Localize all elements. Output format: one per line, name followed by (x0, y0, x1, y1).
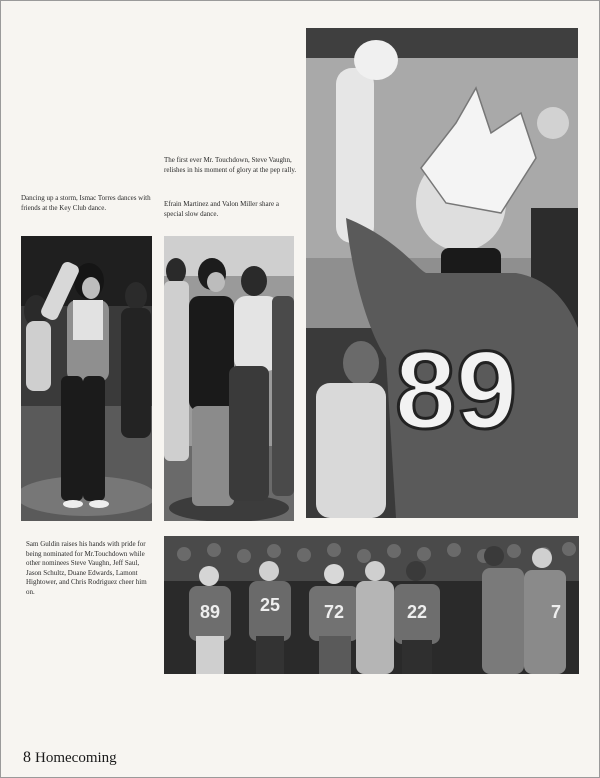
page-number: 8 (23, 749, 31, 766)
jersey-number-1: 89 (199, 602, 221, 622)
caption-nominees: Sam Guldin raises his hands with pride for being nominated for Mr.Touchdown while other nominees Steve Vaughn, Jeff Saul, Jason Schultz, Duane Edwards, Lamont Hightower, and Chris Rodriguez cheer him on. (26, 540, 147, 596)
photo-mr-touchdown (306, 28, 578, 518)
jersey-number-3: 72 (323, 602, 345, 622)
page-footer (23, 749, 117, 767)
photo-nominees (164, 536, 579, 674)
section-title: Homecoming (35, 750, 117, 766)
caption-slow-dance: Efrain Martinez and Valon Miller share a special slow dance. (164, 200, 279, 218)
jersey-number-main: 89 (394, 329, 518, 452)
photo-slow-dance (164, 236, 294, 521)
jersey-number-4: 22 (406, 602, 428, 622)
jersey-number-2: 25 (259, 595, 281, 615)
photo-dance (21, 236, 152, 521)
caption-dance: Dancing up a storm, Ismac Torres dances with friends at the Key Club dance. (21, 194, 151, 212)
caption-mr-touchdown: The first ever Mr. Touchdown, Steve Vaughn, relishes in his moment of glory at the pep rally. (164, 156, 297, 174)
jersey-number-5: 7 (550, 602, 562, 622)
